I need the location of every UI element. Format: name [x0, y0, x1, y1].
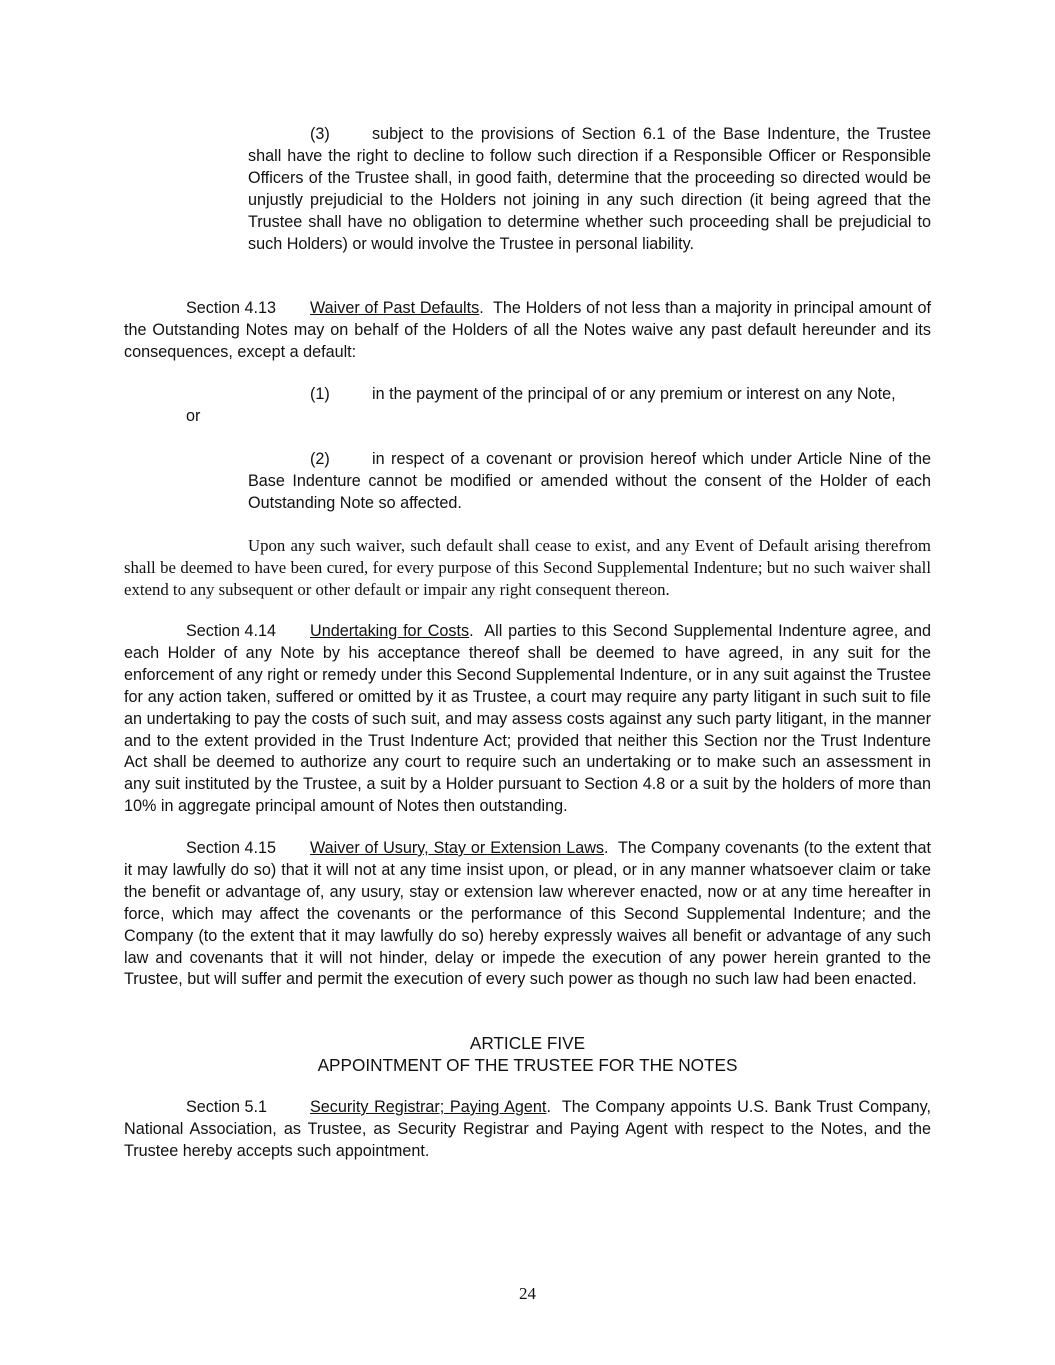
- section-5-1-body: The Company appoints U.S. Bank Trust Company, National Association, as Trustee, as Security Registrar and Paying Agent with respect to the Notes, and the Trustee hereby accepts such appointment.: [124, 1098, 931, 1160]
- section-5-1-title: Security Registrar; Paying Agent: [310, 1098, 547, 1116]
- section-4-14-body: All parties to this Second Supplemental Indenture agree, and each Holder of any Note by his acceptance thereof shall be deemed to have agreed, in any suit for the enforcement of any right or remedy under this Second Supplemental Indenture, or in any suit against the Trustee for any action taken, suffered or omitted by it as Trustee, a court may require any party litigant in such suit to file an undertaking to pay the costs of such suit, and may assess costs against any such party litigant, in the manner and to the extent provided in the Trust Indenture Act; provided that neither this Section nor the Trust Indenture Act shall be deemed to authorize any court to require such an undertaking or to make such an assessment in any suit instituted by the Trustee, a suit by a Holder pursuant to Section 4.8 or a suit by the holders of more than 10% in aggregate principal amount of Notes then outstanding.: [124, 622, 931, 816]
- article-five-heading: ARTICLE FIVE: [469, 1033, 586, 1053]
- section-4-13-paragraph: Section 4.13 Waiver of Past Defaults. The Holders of not less than a majority in principal amount of the Outstanding Notes may on behalf of the Holders of all the Notes waive any past default hereunder and its consequences, except a default:: [124, 299, 932, 361]
- section-4-15-body: The Company covenants (to the extent that it may lawfully do so) that it will not at any time insist upon, or plead, or in any manner whatsoever claim or take the benefit or advantage of, any usury, stay or extension law wherever enacted, now or at any time hereafter in force, which may affect the covenants or the performance of this Second Supplemental Indenture; and the Company (to the extent that it may lawfully do so) hereby expressly waives all benefit or advantage of any such law and covenants that it will not hinder, delay or impede the execution of any power herein granted to the Trustee, but will suffer and permit the execution of every such power as though no such law had been enacted.: [124, 839, 931, 989]
- section-5-1-label: Section 5.1: [186, 1098, 267, 1116]
- section-4-15-paragraph: Section 4.15 Waiver of Usury, Stay or Extension Laws. The Company covenants (to the extent that it may lawfully do so) that it will not at any time insist upon, or plead, or in any manner whatsoever claim or take the benefit or advantage of, any usury, stay or extension law wherever enacted, now or at any time hereafter in force, which may affect the covenants or the performance of this Second Supplemental Indenture; and the Company (to the extent that it may lawfully do so) hereby expressly waives all benefit or advantage of any such law and covenants that it will not hinder, delay or impede the execution of any power herein granted to the Trustee, but will suffer and permit the execution of every such power as though no such law had been enacted.: [124, 839, 931, 989]
- item-2-text: in respect of a covenant or provision hereof which under Article Nine of the Base Indenture cannot be modified or amended without the consent of the Holder of each Outstanding Note so affected.: [248, 450, 931, 512]
- section-4-14-label: Section 4.14: [186, 622, 276, 640]
- item-2-number: (2): [310, 450, 330, 468]
- article-five-subheading: APPOINTMENT OF THE TRUSTEE FOR THE NOTES: [317, 1055, 738, 1075]
- section-4-13-title: Waiver of Past Defaults: [310, 299, 480, 317]
- clause-3-paragraph: [248, 124, 931, 255]
- section-4-15-label: Section 4.15: [186, 839, 276, 857]
- section-4-13-item-1: [186, 384, 931, 428]
- section-4-13-closing: Upon any such waiver, such default shall cease to exist, and any Event of Default arising therefrom shall be deemed to have been cured, for every purpose of this Second Supplemental Indenture; but no such waiver shall extend to any subsequent or other default or impair any right consequent thereon.: [124, 536, 931, 599]
- clause-3-number: (3): [310, 125, 330, 143]
- section-4-13-label: Section 4.13: [186, 299, 276, 317]
- item-1-text: in the payment of the principal of or any premium or interest on any Note,: [372, 385, 896, 403]
- section-5-1-paragraph: Section 5.1 Security Registrar; Paying Agent. The Company appoints U.S. Bank Trust Company, National Association, as Trustee, as Security Registrar and Paying Agent with respect to the Notes, and the Trustee hereby accepts such appointment.: [124, 1098, 931, 1160]
- section-4-15-title: Waiver of Usury, Stay or Extension Laws: [310, 839, 604, 857]
- section-4-14-paragraph: Section 4.14 Undertaking for Costs. All parties to this Second Supplemental Indenture agree, and each Holder of any Note by his acceptance thereof shall be deemed to have agreed, in any suit for the enforcement of any right or remedy under this Second Supplemental Indenture, or in any suit against the Trustee for any action taken, suffered or omitted by it as Trustee, a court may require any party litigant in such suit to file an undertaking to pay the costs of such suit, and may assess costs against any such party litigant, in the manner and to the extent provided in the Trust Indenture Act; provided that neither this Section nor the Trust Indenture Act shall be deemed to authorize any court to require such an undertaking or to make such an assessment in any suit instituted by the Trustee, a suit by a Holder pursuant to Section 4.8 or a suit by the holders of more than 10% in aggregate principal amount of Notes then outstanding.: [124, 622, 931, 816]
- section-4-14-title: Undertaking for Costs: [310, 622, 470, 640]
- item-1-or: or: [186, 406, 201, 425]
- section-4-13-item-2: [248, 449, 931, 515]
- item-1-number: (1): [310, 385, 330, 403]
- section-4-13-body: The Holders of not less than a majority in principal amount of the Outstanding Notes may on behalf of the Holders of all the Notes waive any past default hereunder and its consequences, except a default:: [124, 299, 932, 361]
- clause-3-text: subject to the provisions of Section 6.1 of the Base Indenture, the Trustee shall have the right to decline to follow such direction if a Responsible Officer or Responsible Officers of the Trustee shall, in good faith, determine that the proceeding so directed would be unjustly prejudicial to the Holders not joining in any such direction (it being agreed that the Trustee shall have no obligation to determine whether such proceeding shall be prejudicial to such Holders) or would involve the Trustee in personal liability.: [248, 125, 931, 253]
- page-number: 24: [519, 1284, 536, 1303]
